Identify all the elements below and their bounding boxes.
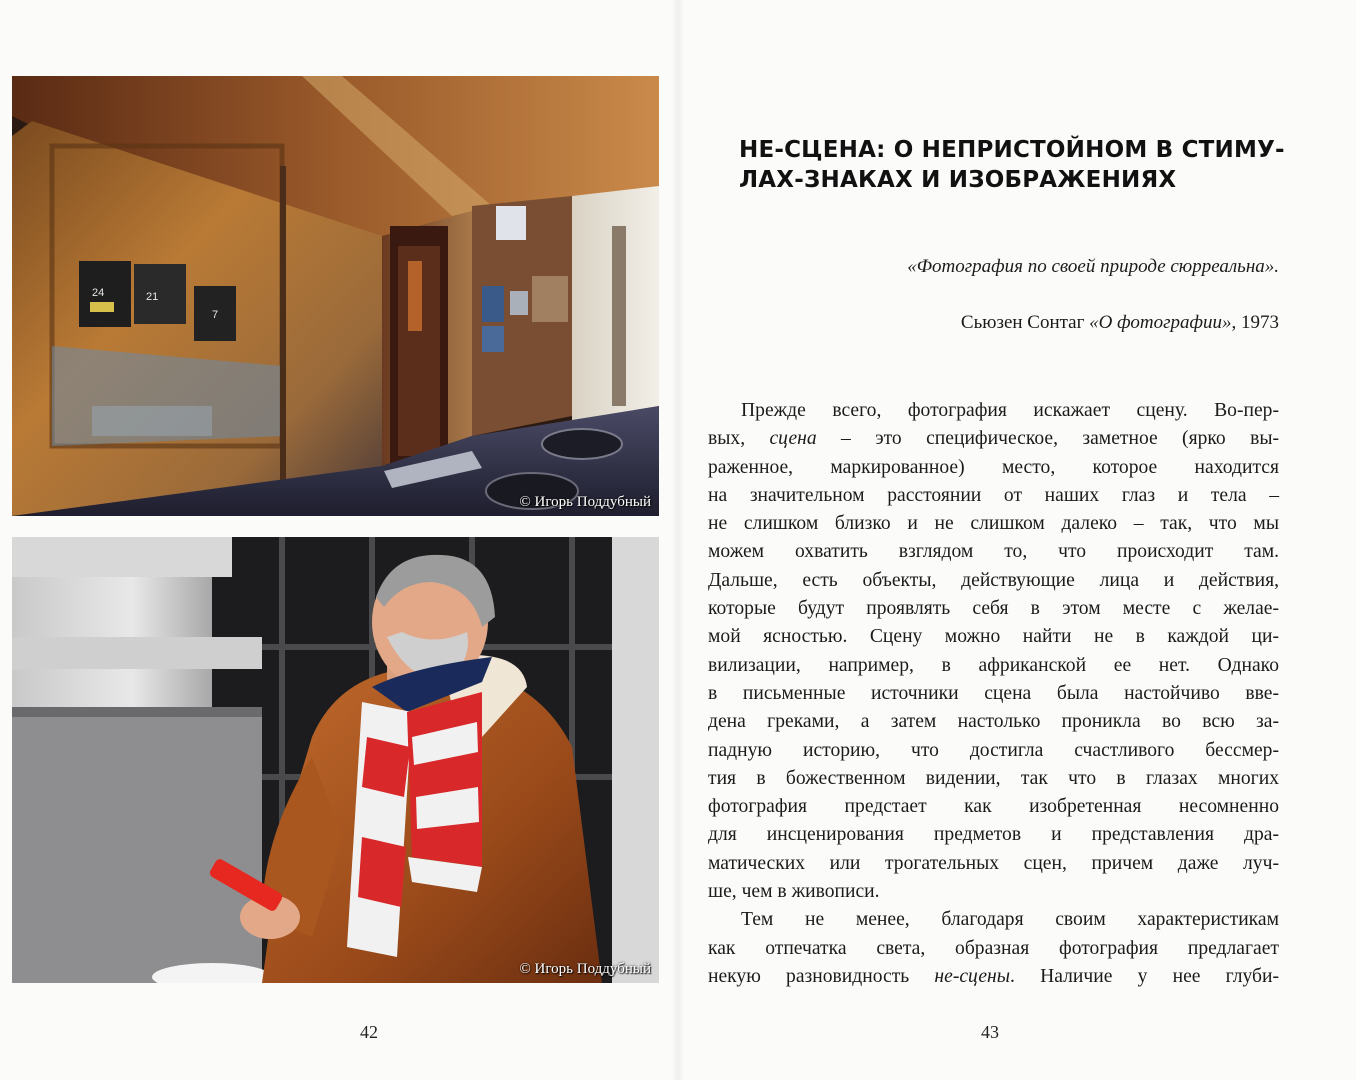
- epigraph-attribution: [961, 312, 1279, 334]
- attribution-year: , 1973: [1231, 312, 1279, 333]
- heading-line: ЛАХ-ЗНАКАХ И ИЗОБРАЖЕНИЯХ: [739, 167, 1177, 193]
- attribution-work: «О фотографии»: [1089, 312, 1232, 333]
- text-line: на значительном расстоянии от наших глаз и тела –: [708, 484, 1279, 506]
- text-line: фотография предстает как изобретенная несомненно: [708, 796, 1279, 818]
- book-gutter: [672, 0, 684, 1080]
- text-line: которые будут проявлять себя в этом месте с желае-: [708, 598, 1279, 620]
- text-line: можем охватить взглядом то, что происходит там.: [708, 541, 1279, 563]
- text-line: в письменные источники сцена была настойчиво вве-: [708, 682, 1279, 704]
- epigraph-quote: «Фотография по своей природе сюрреальна».: [907, 256, 1279, 277]
- text-line: падную историю, что достигла счастливого бессмер-: [708, 739, 1279, 761]
- mailbox-label-24: 24: [92, 287, 105, 299]
- attribution-author: Сьюзен Сонтаг: [960, 312, 1090, 333]
- text-line: не слишком близко и не слишком далеко – так, что мы: [708, 513, 1279, 535]
- text-line: Тем не менее, благодаря своим характеристикам: [741, 909, 1279, 931]
- text-line: вых, сцена – это специфическое, заметное (ярко вы-: [708, 428, 1280, 450]
- courtyard-arch-image: [12, 76, 659, 516]
- mailbox-label-7: 7: [212, 309, 219, 321]
- body-text: [708, 397, 1279, 991]
- text-line: как отпечатка света, образная фотография предлагает: [708, 937, 1279, 959]
- man-in-scarf-image: [12, 537, 659, 983]
- text-line: матических или трогательных сцен, причем даже луч-: [708, 852, 1279, 874]
- photo-credit: © Игорь Поддубный: [519, 961, 651, 977]
- text-line: некую разновидность не-сцены. Наличие у нее глуби-: [708, 965, 1279, 987]
- text-line: дена греками, а затем настолько проникла во всю за-: [708, 711, 1279, 733]
- text-line: ше, чем в живописи.: [708, 881, 880, 903]
- text-line: мой ясностью. Сцену можно найти не в каждой ци-: [708, 626, 1279, 648]
- page-number-left: 42: [360, 1022, 378, 1042]
- man-in-scarf-photo: [12, 537, 659, 983]
- text-line: вилизации, например, в африканской ее нет. Однако: [708, 654, 1279, 676]
- heading-line: НЕ-СЦЕНА: О НЕПРИСТОЙНОМ В СТИМУ-: [739, 137, 1285, 163]
- page-number-right: 43: [981, 1022, 999, 1042]
- text-line: Прежде всего, фотография искажает сцену. Во-пер-: [741, 400, 1279, 421]
- mailbox-label-21: 21: [146, 291, 159, 303]
- text-line: раженное, маркированное) место, которое находится: [708, 456, 1279, 478]
- photo-credit: © Игорь Поддубный: [519, 494, 651, 510]
- chapter-heading: [739, 135, 1299, 195]
- text-line: Дальше, есть объекты, действующие лица и действия,: [708, 569, 1279, 591]
- text-line: для инсценирования предметов и представления дра-: [708, 824, 1279, 846]
- courtyard-arch-photo: [12, 76, 659, 516]
- text-line: тия в божественном видении, так что в глазах многих: [708, 767, 1279, 789]
